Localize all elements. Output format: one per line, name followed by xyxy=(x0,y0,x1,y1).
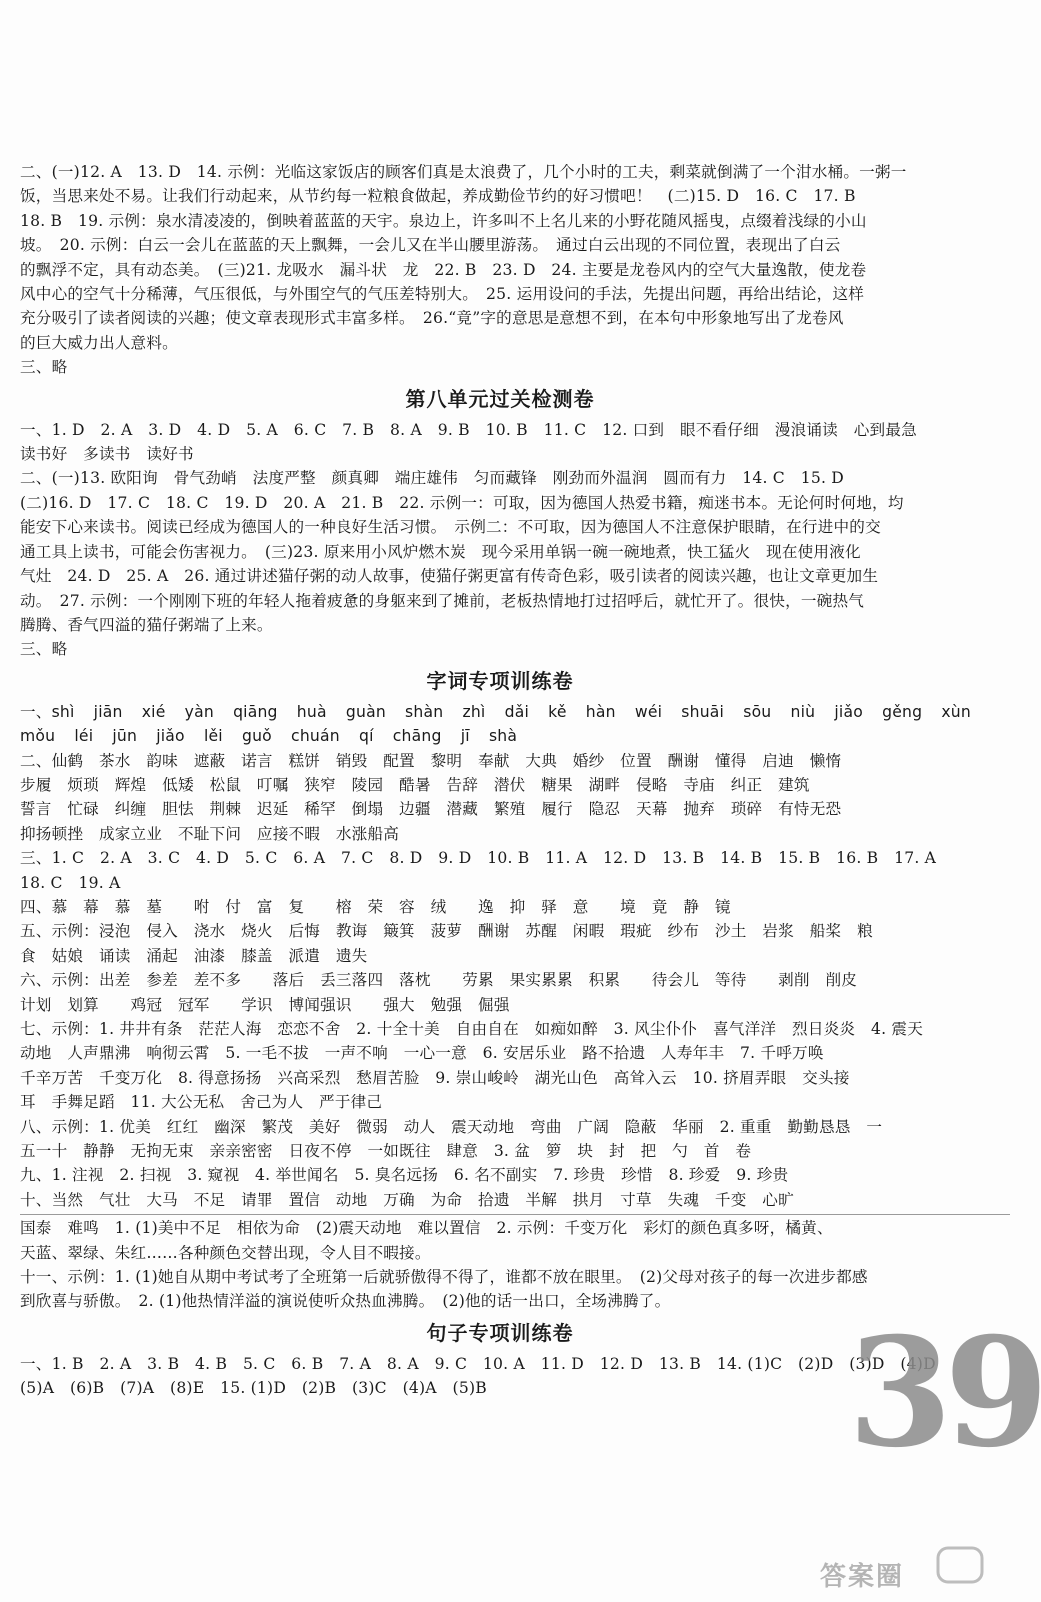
section-juzi-answers xyxy=(20,1352,980,1401)
answer-page xyxy=(20,160,980,1401)
answer-line: 步履 烦琐 辉煌 低矮 松鼠 叮嘱 狭窄 陵园 酷暑 告辞 潜伏 糖果 湖畔 侵略 寺庙 纠正 建筑 xyxy=(20,775,810,794)
page-number: 39 xyxy=(848,1305,1041,1481)
answer-line: 三、略 xyxy=(20,640,68,659)
answer-line: 食 姑娘 诵读 涌起 油漆 膝盖 派遣 遗失 xyxy=(20,946,368,965)
answer-line: 八、示例：1. 优美 红红 幽深 繁茂 美好 微弱 动人 震天动地 弯曲 广阔 隐蔽 华丽 2. 重重 勤勤恳恳 一 xyxy=(20,1117,883,1136)
answer-line: 风中心的空气十分稀薄，气压很低，与外围空气的气压差特别大。 25. 运用设问的手法，先提出问题，再给出结论，这样 xyxy=(20,285,865,304)
answer-line: (二)16. D 17. C 18. C 19. D 20. A 21. B 22. 示例一：可取，因为德国人热爱书籍，痴迷书本。无论何时何地，均 xyxy=(20,493,904,512)
answer-line: 坡。 20. 示例：白云一会儿在蓝蓝的天上飘舞，一会儿又在半山腰里游荡。 通过白云出现的不同位置，表现出了白云 xyxy=(20,236,841,255)
heading-ciyu: 字词专项训练卷 xyxy=(426,668,574,693)
pinyin-line: 一、shì jiān xié yàn qiāng huà guàn shàn zhì dǎi kě hàn wéi shuāi sōu niù jiǎo gěng xùn xyxy=(20,702,971,721)
answer-line: 四、慕 幕 慕 墓 咐 付 富 复 榕 荣 容 绒 逸 抑 驿 意 境 竟 静 镜 xyxy=(20,897,731,916)
answer-line: 饭，当思来处不易。让我们行动起来，从节约每一粒粮食做起，养成勤俭节约的好习惯吧！ (二)15. D 16. C 17. B xyxy=(20,187,856,206)
answer-line: 三、1. C 2. A 3. C 4. D 5. C 6. A 7. C 8. D 9. D 10. B 11. A 12. D 13. B 14. B 15. B 16. B 17. A xyxy=(20,849,937,868)
answer-line: 九、1. 注视 2. 扫视 3. 窥视 4. 举世闻名 5. 臭名远扬 6. 名不副实 7. 珍贵 珍惜 8. 珍爱 9. 珍贵 xyxy=(20,1166,789,1185)
answer-line: 十一、示例：1. (1)她自从期中考试考了全班第一后就骄傲得不得了，谁都不放在眼里。 (2)父母对孩子的每一次进步都感 xyxy=(20,1268,868,1287)
answer-line: 五一十 静静 无拘无束 亲亲密密 日夜不停 一如既往 肆意 3. 盆 箩 块 封 把 勺 首 卷 xyxy=(20,1142,752,1161)
answer-line: 一、1. B 2. A 3. B 4. B 5. C 6. B 7. A 8. A 9. C 10. A 11. D 12. D 13. B 14. (1)C (2)D (3)D (4)D xyxy=(20,1354,936,1373)
answer-line: 气灶 24. D 25. A 26. 通过讲述猫仔粥的动人故事，使猫仔粥更富有传奇色彩，吸引读者的阅读兴趣，也让文章更加生 xyxy=(20,567,879,586)
answer-line: 能安下心来读书。阅读已经成为德国人的一种良好生活习惯。 示例二：不可取，因为德国人不注意保护眼睛，在行进中的交 xyxy=(20,518,881,537)
section-ciyu-answers xyxy=(20,749,980,1314)
answer-line: 动地 人声鼎沸 响彻云霄 5. 一毛不拔 一声不响 一心一意 6. 安居乐业 路不拾遗 人寿年丰 7. 千呼万唤 xyxy=(20,1044,824,1063)
answer-line: 五、示例：浸泡 侵入 浇水 烧火 后悔 教诲 簸箕 菠萝 酬谢 苏醒 闲暇 瑕疵 纱布 沙土 岩浆 船桨 粮 xyxy=(20,922,873,941)
answer-line: (5)A (6)B (7)A (8)E 15. (1)D (2)B (3)C (4)A (5)B xyxy=(20,1379,487,1398)
answer-line: 二、(一)13. 欧阳询 骨气劲峭 法度严整 颜真卿 端庄雄伟 匀而藏锋 刚劲而外温润 圆而有力 14. C 15. D xyxy=(20,469,844,488)
heading-unit8: 第八单元过关检测卷 xyxy=(405,386,595,411)
heading-juzi: 句子专项训练卷 xyxy=(426,1320,574,1345)
answer-line: 天蓝、翠绿、朱红……各种颜色交替出现，令人目不暇接。 xyxy=(20,1243,431,1262)
divider xyxy=(20,1214,1010,1215)
answer-line: 抑扬顿挫 成家立业 不耻下问 应接不暇 水涨船高 xyxy=(20,824,400,843)
answer-line: 18. B 19. 示例：泉水清凌凌的，倒映着蓝蓝的天宇。泉边上，许多叫不上名儿来的小野花随风摇曳，点缀着浅绿的小山 xyxy=(20,211,867,230)
answer-line: 国泰 难鸣 1. (1)美中不足 相依为命 (2)震天动地 难以置信 2. 示例：千变万化 彩灯的颜色真多呀，橘黄、 xyxy=(20,1219,833,1238)
answer-line: 六、示例：出差 参差 差不多 落后 丢三落四 落枕 劳累 果实累累 积累 待会儿 等待 剥削 削皮 xyxy=(20,971,858,990)
answer-line: 计划 划算 鸡冠 冠军 学识 博闻强识 强大 勉强 倔强 xyxy=(20,995,510,1014)
pinyin-line: mǒu léi jūn jiǎo lěi guǒ chuán qí chāng jī shà xyxy=(20,727,518,746)
answer-line: 的巨大威力出人意料。 xyxy=(20,333,178,352)
answer-line: 千辛万苦 千变万化 8. 得意扬扬 兴高采烈 愁眉苦脸 9. 崇山峻岭 湖光山色 高耸入云 10. 挤眉弄眼 交头接 xyxy=(20,1068,850,1087)
section-unit7-answers xyxy=(20,160,980,380)
pinyin-answers xyxy=(20,700,980,749)
answer-line: 动。 27. 示例：一个刚刚下班的年轻人拖着疲惫的身躯来到了摊前，老板热情地打过招呼后，就忙开了。很快，一碗热气 xyxy=(20,591,865,610)
watermark-text: 答案圈 xyxy=(820,1562,905,1592)
answer-line: 的飘浮不定，具有动态美。 (三)21. 龙吸水 漏斗状 龙 22. B 23. D 24. 主要是龙卷风内的空气大量逸散，使龙卷 xyxy=(20,260,867,279)
answer-line: 到欣喜与骄傲。 2. (1)他热情洋溢的演说使听众热血沸腾。 (2)他的话一出口，全场沸腾了。 xyxy=(20,1292,671,1311)
answer-line: 腾腾、香气四溢的猫仔粥端了上来。 xyxy=(20,615,273,634)
answer-line: 一、1. D 2. A 3. D 4. D 5. A 6. C 7. B 8. A 9. B 10. B 11. C 12. 口到 眼不看仔细 漫浪诵读 心到最急 xyxy=(20,420,917,439)
watermark-logo xyxy=(820,1528,990,1598)
answer-line: 三、略 xyxy=(20,358,68,377)
answer-line: 七、示例：1. 井井有条 茫茫人海 恋恋不舍 2. 十全十美 自由自在 如痴如醉 3. 风尘仆仆 喜气洋洋 烈日炎炎 4. 震天 xyxy=(20,1020,924,1038)
section-unit8-answers xyxy=(20,418,980,662)
answer-line: 十、当然 气壮 大马 不足 请罪 置信 动地 万确 为命 拾遗 半解 拱月 寸草 失魂 千变 心旷 xyxy=(20,1190,794,1209)
answer-line: 18. C 19. A xyxy=(20,873,121,892)
answer-line: 誓言 忙碌 纠缠 胆怯 荆棘 迟延 稀罕 倒塌 边疆 潜藏 繁殖 履行 隐忍 天幕 抛弃 琐碎 有恃无恐 xyxy=(20,800,842,819)
answer-line: 二、(一)12. A 13. D 14. 示例：光临这家饭店的顾客们真是太浪费了，几个小时的工夫，剩菜就倒满了一个泔水桶。一粥一 xyxy=(20,163,907,181)
answer-line: 耳 手舞足蹈 11. 大公无私 舍己为人 严于律己 xyxy=(20,1093,383,1112)
answer-line: 读书好 多读书 读好书 xyxy=(20,445,194,464)
answer-line: 二、仙鹤 茶水 韵味 遮蔽 诺言 糕饼 销毁 配置 黎明 奉献 大典 婚纱 位置 酬谢 懂得 启迪 懒惰 xyxy=(20,751,842,770)
answer-line: 充分吸引了读者阅读的兴趣；使文章表现形式丰富多样。 26.“竟”字的意思是意想不到，在本句中形象地写出了龙卷风 xyxy=(20,309,844,328)
answer-line: 通工具上读书，可能会伤害视力。 (三)23. 原来用小风炉燃木炭 现今采用单锅一碗一碗地煮，快工猛火 现在使用液化 xyxy=(20,542,861,561)
